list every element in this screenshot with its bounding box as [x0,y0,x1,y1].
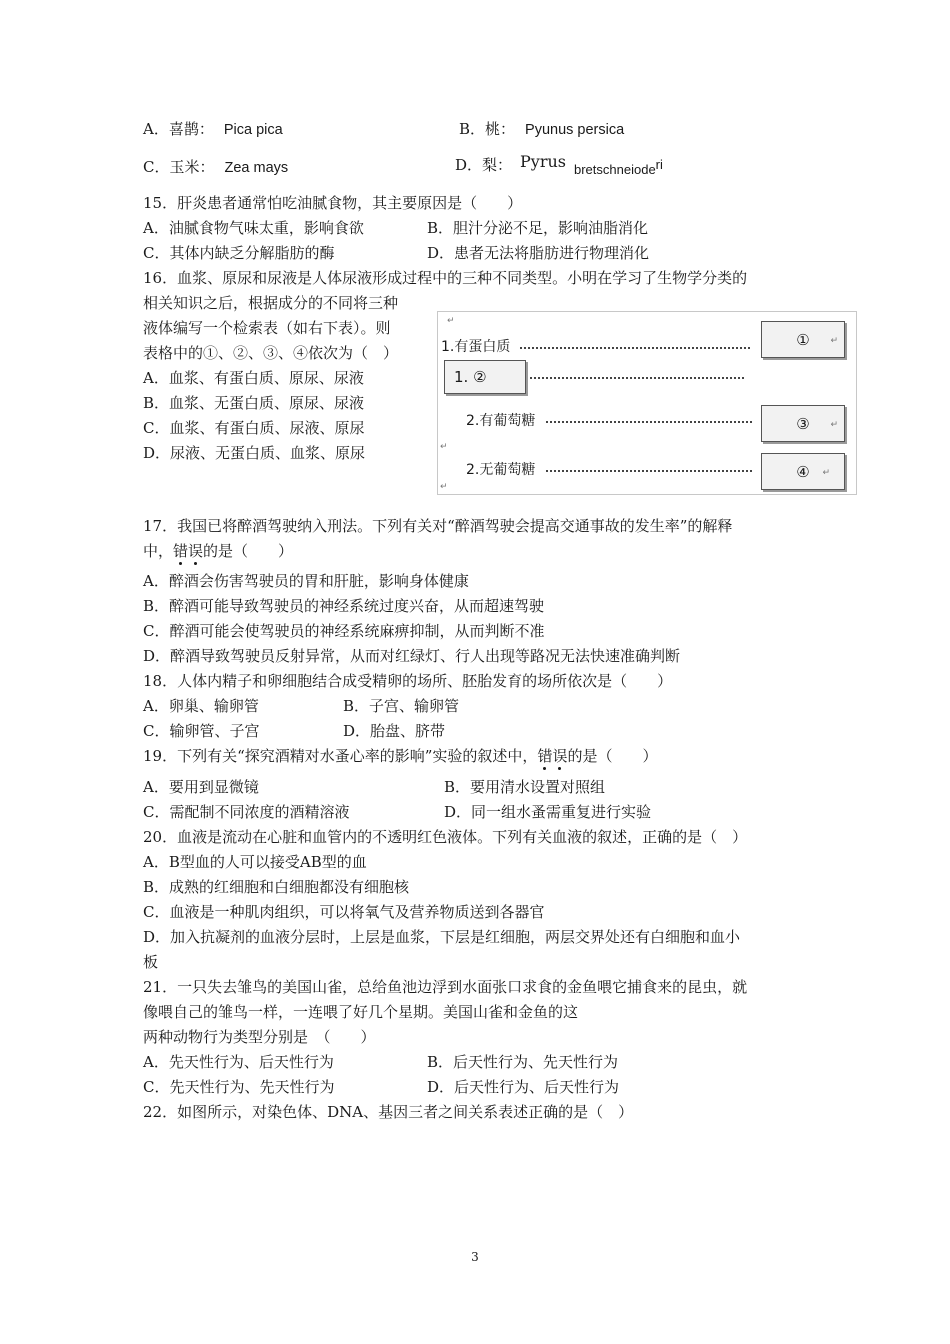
return-mark: ↵ [440,482,448,492]
q19-stem-pre: 19．下列有关“探究酒精对水蚤心率的影响”实验的叙述中， [143,747,538,765]
q14-option-d-latin-genus: Pyrus [520,152,566,171]
q18-option-b: B．子宫、输卵管 [343,697,460,715]
q15-option-b: B．胆汁分泌不足，影响油脂消化 [427,219,649,237]
q19-emphasis-char-2: 误 [552,747,568,765]
key-box-2 [444,360,526,394]
page-number: 3 [471,1250,479,1264]
q14-option-a-latin: Pica pica [223,122,283,138]
q16-stem-line1: 16．血浆、原尿和尿液是人体尿液形成过程中的三种不同类型。小明在学习了生物学分类的 [143,269,748,287]
q14-option-c-latin: Zea mays [224,160,289,176]
q16-option-a: A．血浆、有蛋白质、原尿、尿液 [143,369,364,387]
return-mark: ↵ [830,336,838,346]
q19-option-a: A．要用到显微镜 [143,778,259,796]
q17-stem-line1: 17．我国已将醉酒驾驶纳入刑法。下列有关对“醉酒驾驶会提高交通事故的发生率”的解释 [143,517,733,535]
q18-option-a: A．卵巢、输卵管 [143,697,259,715]
q18-option-c: C．输卵管、子宫 [143,722,260,740]
q21-option-a: A．先天性行为、后天性行为 [143,1053,334,1071]
q17-stem-line2 [143,541,293,561]
return-mark: ↵ [822,468,830,478]
q19-option-c: C．需配制不同浓度的酒精溶液 [143,803,350,821]
q14-option-a [143,119,283,140]
key-box-1 [761,321,845,358]
q20-option-a: A．B型血的人可以接受AB型的血 [143,853,367,871]
return-mark: ↵ [440,442,448,452]
return-mark: ↵ [447,316,455,326]
q16-stem-line4: 表格中的①、②、③、④依次为（ ） [143,344,399,362]
key-box-4-label: ④ [796,462,810,481]
key-row3-label: 2.有葡萄糖 [466,413,536,429]
q21-option-b: B．后天性行为、先天性行为 [427,1053,619,1071]
q21-stem-line1: 21．一只失去雏鸟的美国山雀，总给鱼池边浮到水面张口求食的金鱼喂它捕食来的昆虫，就 [143,978,748,996]
q17-option-c: C．醉酒可能会使驾驶员的神经系统麻痹抑制，从而判断不准 [143,622,545,640]
q14-option-d [455,152,663,181]
q16-option-c: C．血浆、有蛋白质、尿液、原尿 [143,419,365,437]
q16-option-b: B．血浆、无蛋白质、原尿、尿液 [143,394,365,412]
key-box-3 [761,405,845,442]
return-mark: ↵ [830,420,838,430]
q15-option-d: D．患者无法将脂肪进行物理消化 [427,244,650,262]
q21-stem-line2: 像喂自己的雏鸟一样，一连喂了好几个星期。美国山雀和金鱼的这 [143,1003,579,1021]
key-row1-leader [520,347,750,349]
q15-option-a: A．油腻食物气味太重，影响食欲 [143,219,364,237]
key-box-4 [761,453,845,490]
q20-stem: 20．血液是流动在心脏和血管内的不透明红色液体。下列有关血液的叙述，正确的是（ ） [143,828,748,846]
q21-option-c: C．先天性行为、先天性行为 [143,1078,335,1096]
q14-option-a-label: A．喜鹊： [143,120,214,138]
q14-option-b-latin: Pyunus persica [525,122,625,138]
q16-stem-line2: 相关知识之后，根据成分的不同将三种 [143,294,399,312]
q17-option-a: A．醉酒会伤害驾驶员的胃和肝脏，影响身体健康 [143,572,469,590]
q17-stem-pre: 中， [143,542,174,560]
key-box-1-label: ① [796,330,810,349]
q17-emphasis-char-1: 错 [173,542,189,560]
q17-option-d: D．醉酒导致驾驶员反射异常，从而对红绿灯、行人出现等路况无法快速准确判断 [143,647,681,665]
q14-option-c-label: C．玉米： [143,158,215,176]
q18-option-d: D．胎盘、脐带 [343,722,446,740]
q14-option-d-label: D．梨： [455,156,513,174]
key-box-2-label: 1. ② [454,368,487,386]
key-row2-leader [530,377,744,379]
q20-option-d-line2: 板 [143,953,159,971]
q14-option-b [459,119,624,140]
key-row4-label: 2.无葡萄糖 [466,462,536,478]
q20-option-d-line1: D．加入抗凝剂的血液分层时，上层是血浆，下层是红细胞，两层交界处还有白细胞和血小 [143,928,741,946]
q17-stem-post: 的是（ ） [203,542,294,560]
q14-option-b-label: B．桃： [459,120,516,138]
q14-option-d-latin-suffix: ri [655,157,663,172]
q15-stem: 15．肝炎患者通常怕吃油腻食物，其主要原因是（ ） [143,194,523,212]
q17-emphasis-char-2: 误 [188,542,204,560]
key-row1-label: 1.有蛋白质 [441,339,511,355]
q20-option-b: B．成熟的红细胞和白细胞都没有细胞核 [143,878,410,896]
q21-option-d: D．后天性行为、后天性行为 [427,1078,620,1096]
q17-option-b: B．醉酒可能导致驾驶员的神经系统过度兴奋，从而超速驾驶 [143,597,545,615]
q18-stem: 18．人体内精子和卵细胞结合成受精卵的场所、胚胎发育的场所依次是（ ） [143,672,673,690]
q16-stem-line3: 液体编写一个检索表（如右下表）。则 [143,319,391,337]
q15-option-c: C．其体内缺乏分解脂肪的酶 [143,244,335,262]
q21-stem-line3: 两种动物行为类型分别是 （ ） [143,1028,376,1046]
key-box-3-label: ③ [796,414,810,433]
q14-option-c [143,157,288,178]
q20-option-c: C．血液是一种肌肉组织，可以将氧气及营养物质送到各器官 [143,903,545,921]
q19-stem-post: 的是（ ） [567,747,658,765]
q19-stem [143,746,657,766]
key-row4-leader [546,470,752,472]
q19-option-b: B．要用清水设置对照组 [444,778,606,796]
key-row3-leader [546,421,752,423]
q14-option-d-latin-species: bretschneiode [574,162,656,177]
q19-option-d: D．同一组水蚤需重复进行实验 [444,803,652,821]
q19-emphasis-char-1: 错 [537,747,553,765]
key-table-figure [437,311,857,495]
q16-option-d: D．尿液、无蛋白质、血浆、原尿 [143,444,366,462]
q22-stem: 22．如图所示，对染色体、DNA、基因三者之间关系表述正确的是（ ） [143,1103,634,1121]
